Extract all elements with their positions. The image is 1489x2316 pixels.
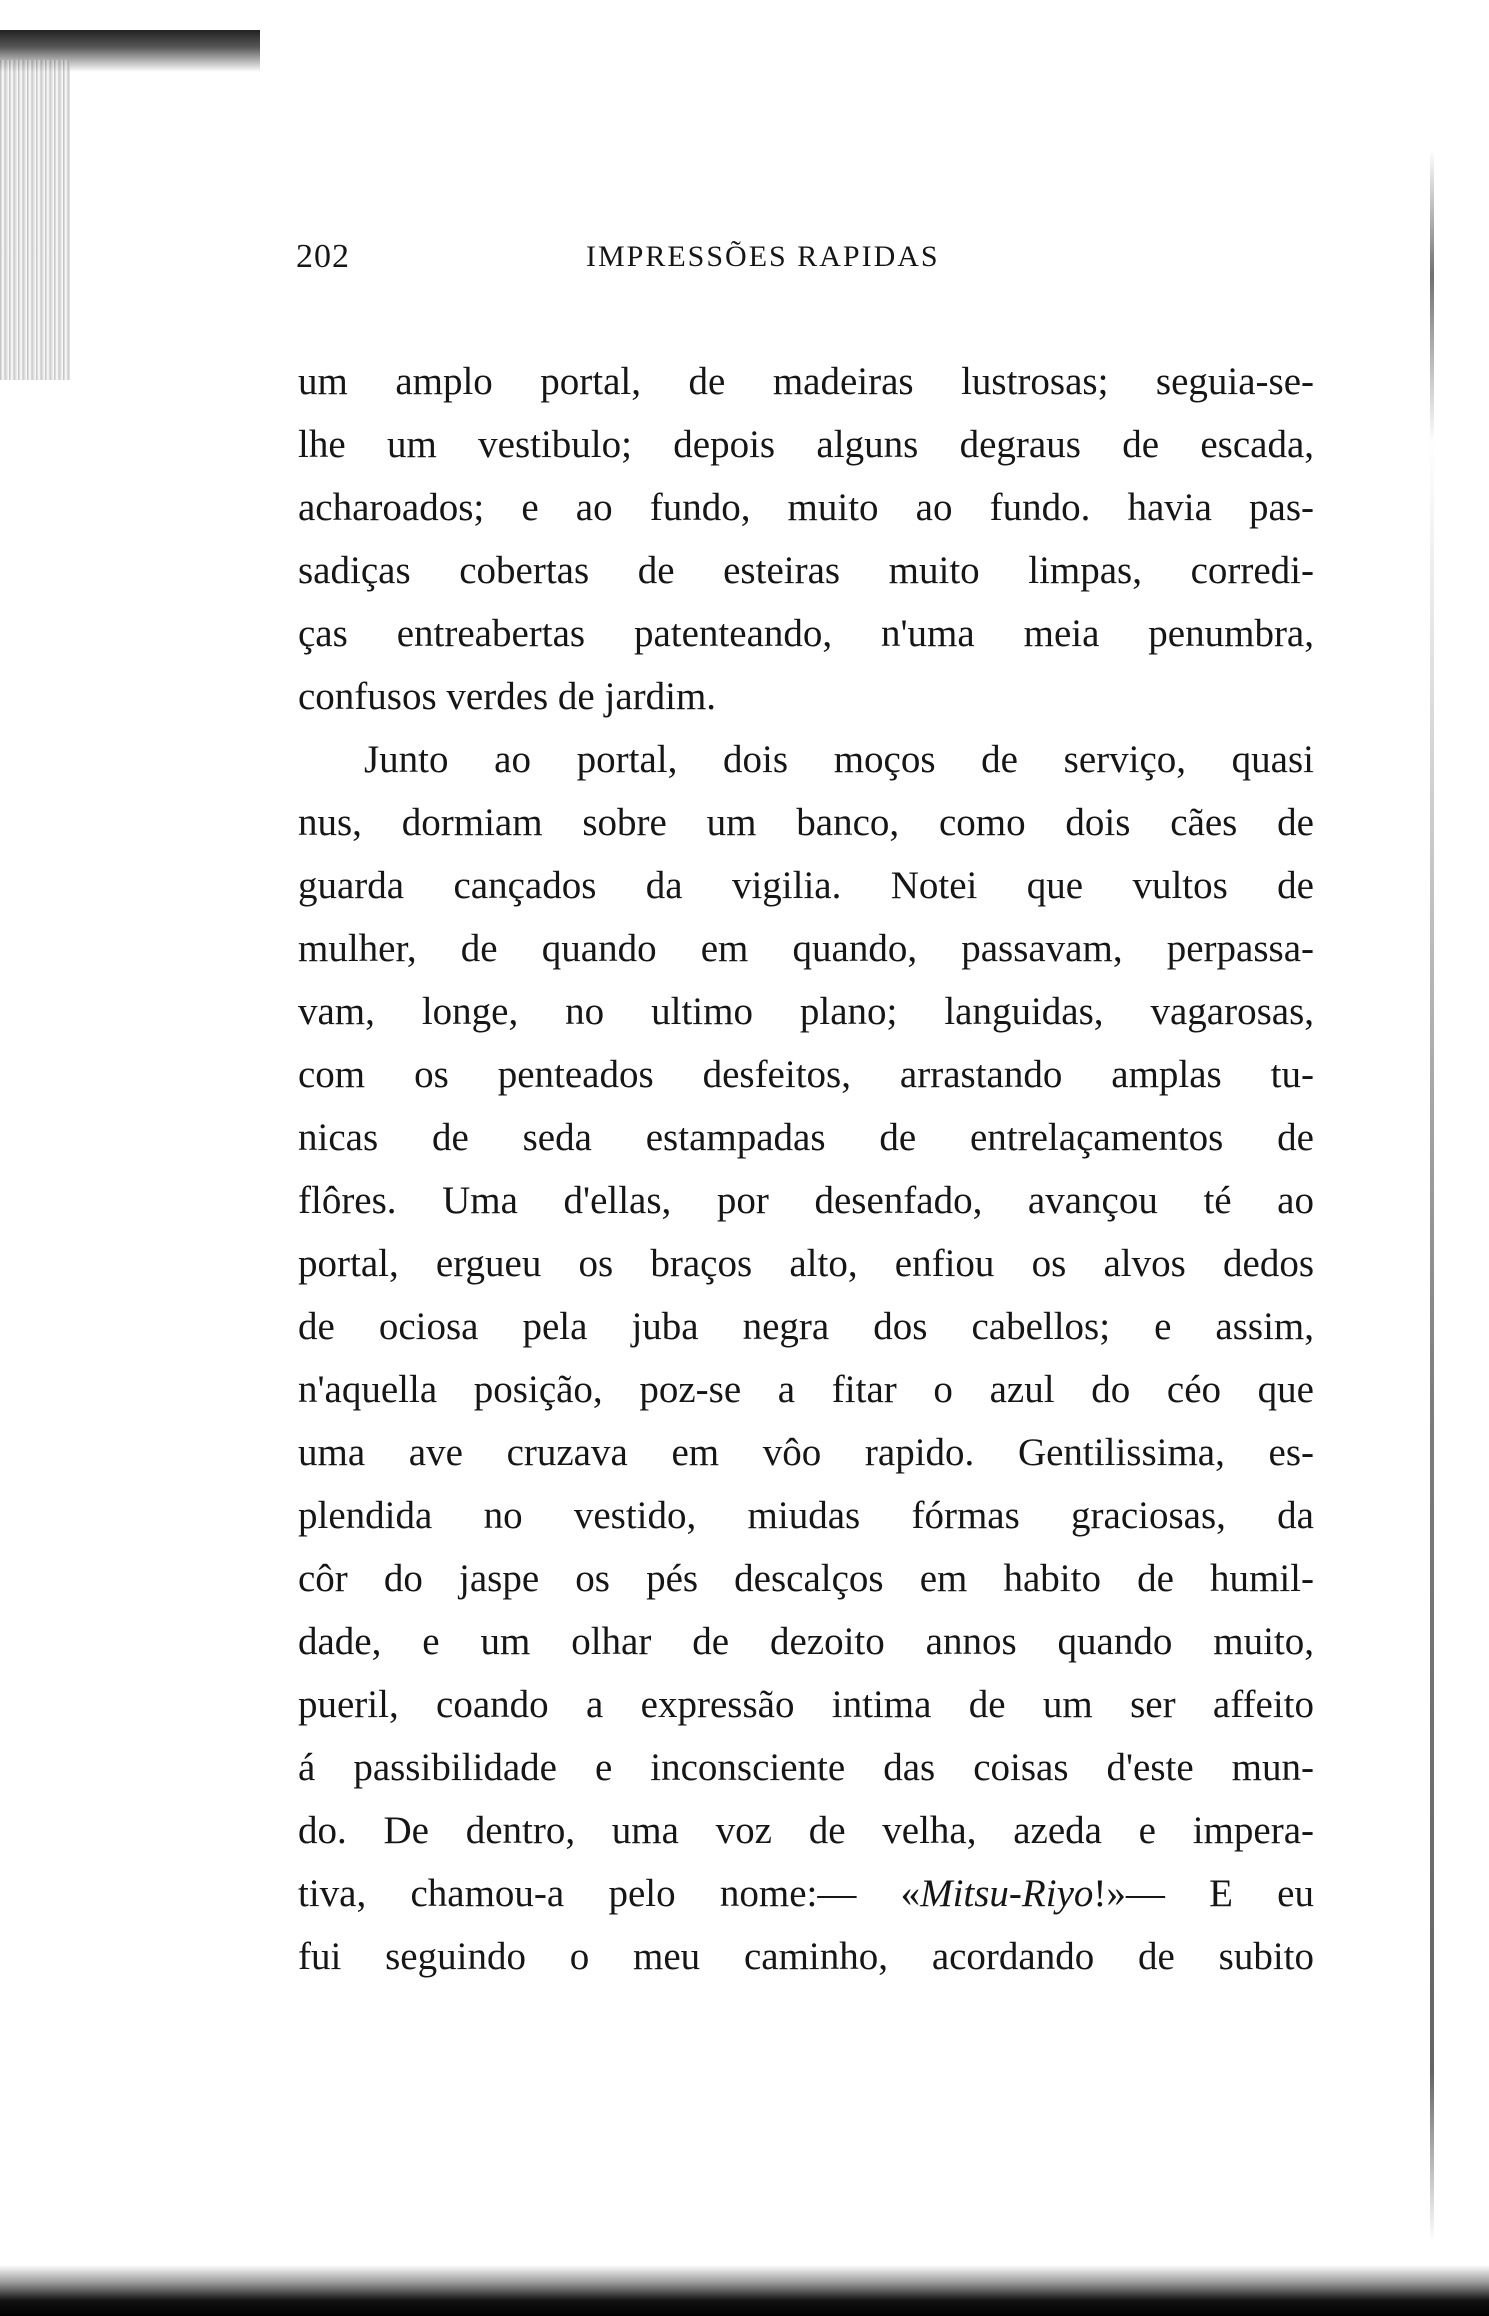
running-title: IMPRESSÕES RAPIDAS	[586, 240, 940, 273]
text-line: sadiças cobertas de esteiras muito limpas, corredi-	[298, 549, 1314, 592]
scan-edge-right	[1430, 150, 1434, 2240]
text-line: nus, dormiam sobre um banco, como dois cães de	[298, 801, 1314, 844]
text-line: acharoados; e ao fundo, muito ao fundo. havia pas-	[298, 486, 1314, 529]
page-number: 202	[296, 238, 350, 275]
text-line: plendida no vestido, miudas fórmas graciosas, da	[298, 1494, 1314, 1537]
call-text-before: tiva, chamou-a pelo nome:— «	[298, 1872, 921, 1915]
text-line: de ociosa pela juba negra dos cabellos; e assim,	[298, 1305, 1314, 1348]
text-line: côr do jaspe os pés descalços em habito de humil-	[298, 1557, 1314, 1600]
text-line: com os penteados desfeitos, arrastando amplas tu-	[298, 1053, 1314, 1096]
text-line: guarda cançados da vigilia. Notei que vultos de	[298, 864, 1314, 907]
text-line: vam, longe, no ultimo plano; languidas, vagarosas,	[298, 990, 1314, 1033]
text-line: um amplo portal, de madeiras lustrosas; seguia-se-	[298, 360, 1314, 403]
text-line: nicas de seda estampadas de entrelaçamentos de	[298, 1116, 1314, 1159]
text-line: flôres. Uma d'ellas, por desenfado, avançou té ao	[298, 1179, 1314, 1222]
text-line: dade, e um olhar de dezoito annos quando muito,	[298, 1620, 1314, 1663]
text-line: n'aquella posição, poz-se a fitar o azul do céo que	[298, 1368, 1314, 1411]
character-name: Mitsu-Riyo	[920, 1872, 1094, 1915]
text-line: portal, ergueu os braços alto, enfiou os alvos dedos	[298, 1242, 1314, 1285]
paragraph	[298, 728, 1314, 1988]
text-line: fui seguindo o meu caminho, acordando de subito	[298, 1935, 1314, 1978]
scan-edge-bottom	[0, 2265, 1489, 2316]
paragraph	[298, 350, 1314, 728]
text-line: do. De dentro, uma voz de velha, azeda e impera-	[298, 1809, 1314, 1852]
text-line: uma ave cruzava em vôo rapido. Gentilissima, es-	[298, 1431, 1314, 1474]
text-line: lhe um vestibulo; depois alguns degraus de escada,	[298, 423, 1314, 466]
scan-edge-left	[0, 60, 70, 380]
text-line-with-name	[298, 1862, 1314, 1925]
page-header	[296, 238, 1316, 294]
text-line: confusos verdes de jardim.	[298, 675, 717, 718]
text-line: Junto ao portal, dois moços de serviço, quasi	[364, 738, 1314, 781]
body-text	[298, 350, 1314, 1988]
call-text-after: !»— E eu	[1093, 1872, 1314, 1915]
text-line: mulher, de quando em quando, passavam, perpassa-	[298, 927, 1314, 970]
text-line: ças entreabertas patenteando, n'uma meia penumbra,	[298, 612, 1314, 655]
text-line: á passibilidade e inconsciente das coisas d'este mun-	[298, 1746, 1314, 1789]
text-line: pueril, coando a expressão intima de um ser affeito	[298, 1683, 1314, 1726]
